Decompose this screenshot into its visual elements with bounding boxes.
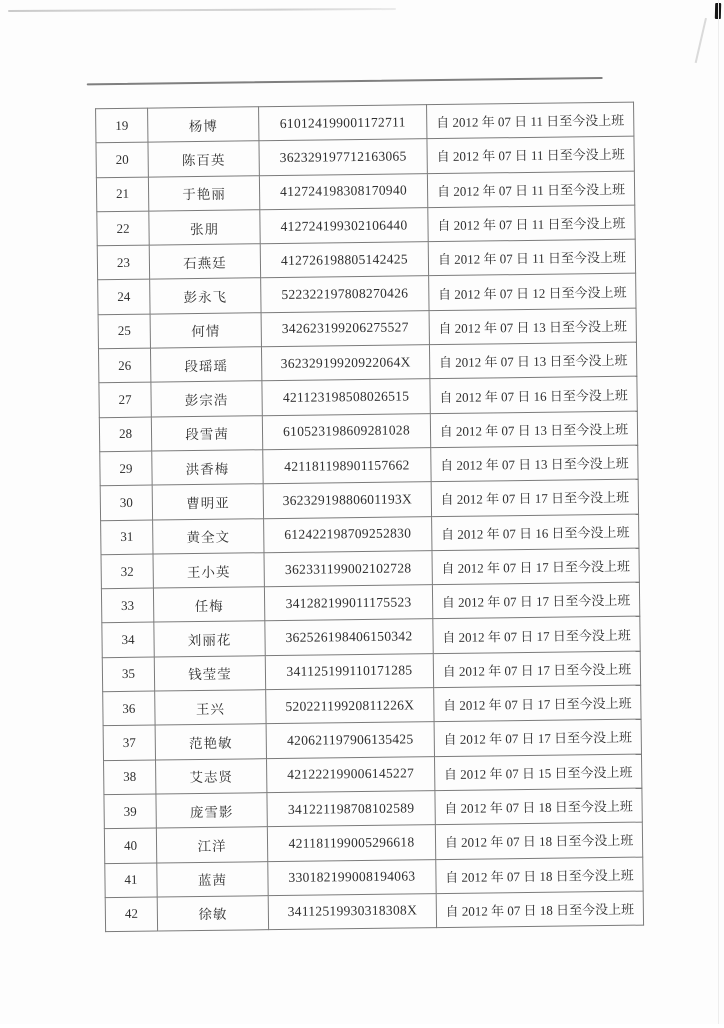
id-number-cell: 341125199110171285 [265,653,433,689]
name-cell: 黄全文 [153,518,264,554]
id-number-cell: 36232919880601193X [263,482,431,518]
name-cell: 范艳敏 [155,724,266,760]
status-cell: 自 2012 年 07 日 13 日至今没上班 [431,445,638,482]
row-number-cell: 42 [105,897,157,932]
id-number-cell: 330182199008194063 [268,859,436,895]
status-cell: 自 2012 年 07 日 17 日至今没上班 [434,719,641,756]
status-cell: 自 2012 年 07 日 18 日至今没上班 [435,788,642,825]
row-number-cell: 27 [99,382,151,417]
row-number-cell: 34 [102,623,154,658]
name-cell: 江洋 [156,827,267,863]
row-number-cell: 19 [96,108,148,143]
name-cell: 蓝茜 [157,861,268,897]
row-number-cell: 20 [96,142,148,177]
id-number-cell: 362526198406150342 [265,619,433,655]
row-number-cell: 38 [104,760,156,795]
status-cell: 自 2012 年 07 日 13 日至今没上班 [429,342,636,379]
status-cell: 自 2012 年 07 日 18 日至今没上班 [435,822,642,859]
status-cell: 自 2012 年 07 日 13 日至今没上班 [429,308,636,345]
attendance-table-body [96,102,644,932]
row-number-cell: 26 [98,348,150,383]
name-cell: 张朋 [149,210,260,246]
row-number-cell: 28 [99,417,151,452]
id-number-cell: 421123198508026515 [262,379,430,415]
name-cell: 庞雪影 [156,793,267,829]
status-cell: 自 2012 年 07 日 13 日至今没上班 [430,411,637,448]
header-separator-line [87,77,603,85]
status-cell: 自 2012 年 07 日 11 日至今没上班 [427,102,634,139]
name-cell: 陈百英 [148,141,259,177]
status-cell: 自 2012 年 07 日 11 日至今没上班 [427,171,634,208]
id-number-cell: 341221198708102589 [267,791,435,827]
name-cell: 于艳丽 [148,175,259,211]
id-number-cell: 362331199002102728 [264,551,432,587]
status-cell: 自 2012 年 07 日 17 日至今没上班 [432,548,639,585]
id-number-cell: 522322197808270426 [261,276,429,312]
status-cell: 自 2012 年 07 日 17 日至今没上班 [432,582,639,619]
row-number-cell: 35 [102,657,154,692]
id-number-cell: 36232919920922064X [261,345,429,381]
id-number-cell: 610523198609281028 [262,413,430,449]
status-cell: 自 2012 年 07 日 12 日至今没上班 [429,274,636,311]
row-number-cell: 40 [104,828,156,863]
table-row [105,891,643,932]
row-number-cell: 23 [97,245,149,280]
row-number-cell: 41 [105,863,157,898]
name-cell: 钱莹莹 [154,655,265,691]
status-cell: 自 2012 年 07 日 16 日至今没上班 [432,514,639,551]
id-number-cell: 362329197712163065 [259,139,427,175]
name-cell: 彭宗浩 [151,381,262,417]
name-cell: 石燕廷 [149,244,260,280]
name-cell: 杨博 [148,107,259,143]
id-number-cell: 421181199005296618 [267,825,435,861]
id-number-cell: 421222199006145227 [267,756,435,792]
id-number-cell: 412724199302106440 [260,208,428,244]
id-number-cell: 420621197906135425 [266,722,434,758]
row-number-cell: 31 [101,520,153,555]
attendance-table [95,102,644,933]
status-cell: 自 2012 年 07 日 18 日至今没上班 [436,891,643,928]
row-number-cell: 32 [101,554,153,589]
name-cell: 段雪茜 [151,415,262,451]
name-cell: 曹明亚 [152,484,263,520]
id-number-cell: 612422198709252830 [264,516,432,552]
id-number-cell: 412724198308170940 [259,173,427,209]
status-cell: 自 2012 年 07 日 15 日至今没上班 [434,754,641,791]
name-cell: 洪香梅 [152,450,263,486]
id-number-cell: 52022119920811226X [266,688,434,724]
name-cell: 任梅 [153,587,264,623]
id-number-cell: 421181198901157662 [263,448,431,484]
name-cell: 王小英 [153,553,264,589]
row-number-cell: 25 [98,314,150,349]
name-cell: 何情 [150,312,261,348]
id-number-cell: 342623199206275527 [261,310,429,346]
name-cell: 彭永飞 [150,278,261,314]
row-number-cell: 30 [100,485,152,520]
name-cell: 艾志贤 [156,758,267,794]
status-cell: 自 2012 年 07 日 17 日至今没上班 [434,685,641,722]
row-number-cell: 36 [103,691,155,726]
row-number-cell: 21 [96,177,148,212]
status-cell: 自 2012 年 07 日 11 日至今没上班 [428,239,635,276]
row-number-cell: 37 [103,725,155,760]
row-number-cell: 29 [100,451,152,486]
name-cell: 王兴 [155,690,266,726]
status-cell: 自 2012 年 07 日 18 日至今没上班 [436,857,643,894]
status-cell: 自 2012 年 07 日 11 日至今没上班 [428,205,635,242]
status-cell: 自 2012 年 07 日 11 日至今没上班 [427,136,634,173]
row-number-cell: 39 [104,794,156,829]
id-number-cell: 341282199011175523 [264,585,432,621]
name-cell: 徐敏 [157,896,268,932]
name-cell: 段瑶瑶 [150,347,261,383]
id-number-cell: 412726198805142425 [260,242,428,278]
name-cell: 刘丽花 [154,621,265,657]
row-number-cell: 22 [97,211,149,246]
status-cell: 自 2012 年 07 日 16 日至今没上班 [430,377,637,414]
id-number-cell: 610124199001172711 [259,105,427,141]
status-cell: 自 2012 年 07 日 17 日至今没上班 [431,479,638,516]
status-cell: 自 2012 年 07 日 17 日至今没上班 [433,617,640,654]
row-number-cell: 24 [98,280,150,315]
status-cell: 自 2012 年 07 日 17 日至今没上班 [433,651,640,688]
row-number-cell: 33 [101,588,153,623]
id-number-cell: 34112519930318308X [268,893,436,929]
